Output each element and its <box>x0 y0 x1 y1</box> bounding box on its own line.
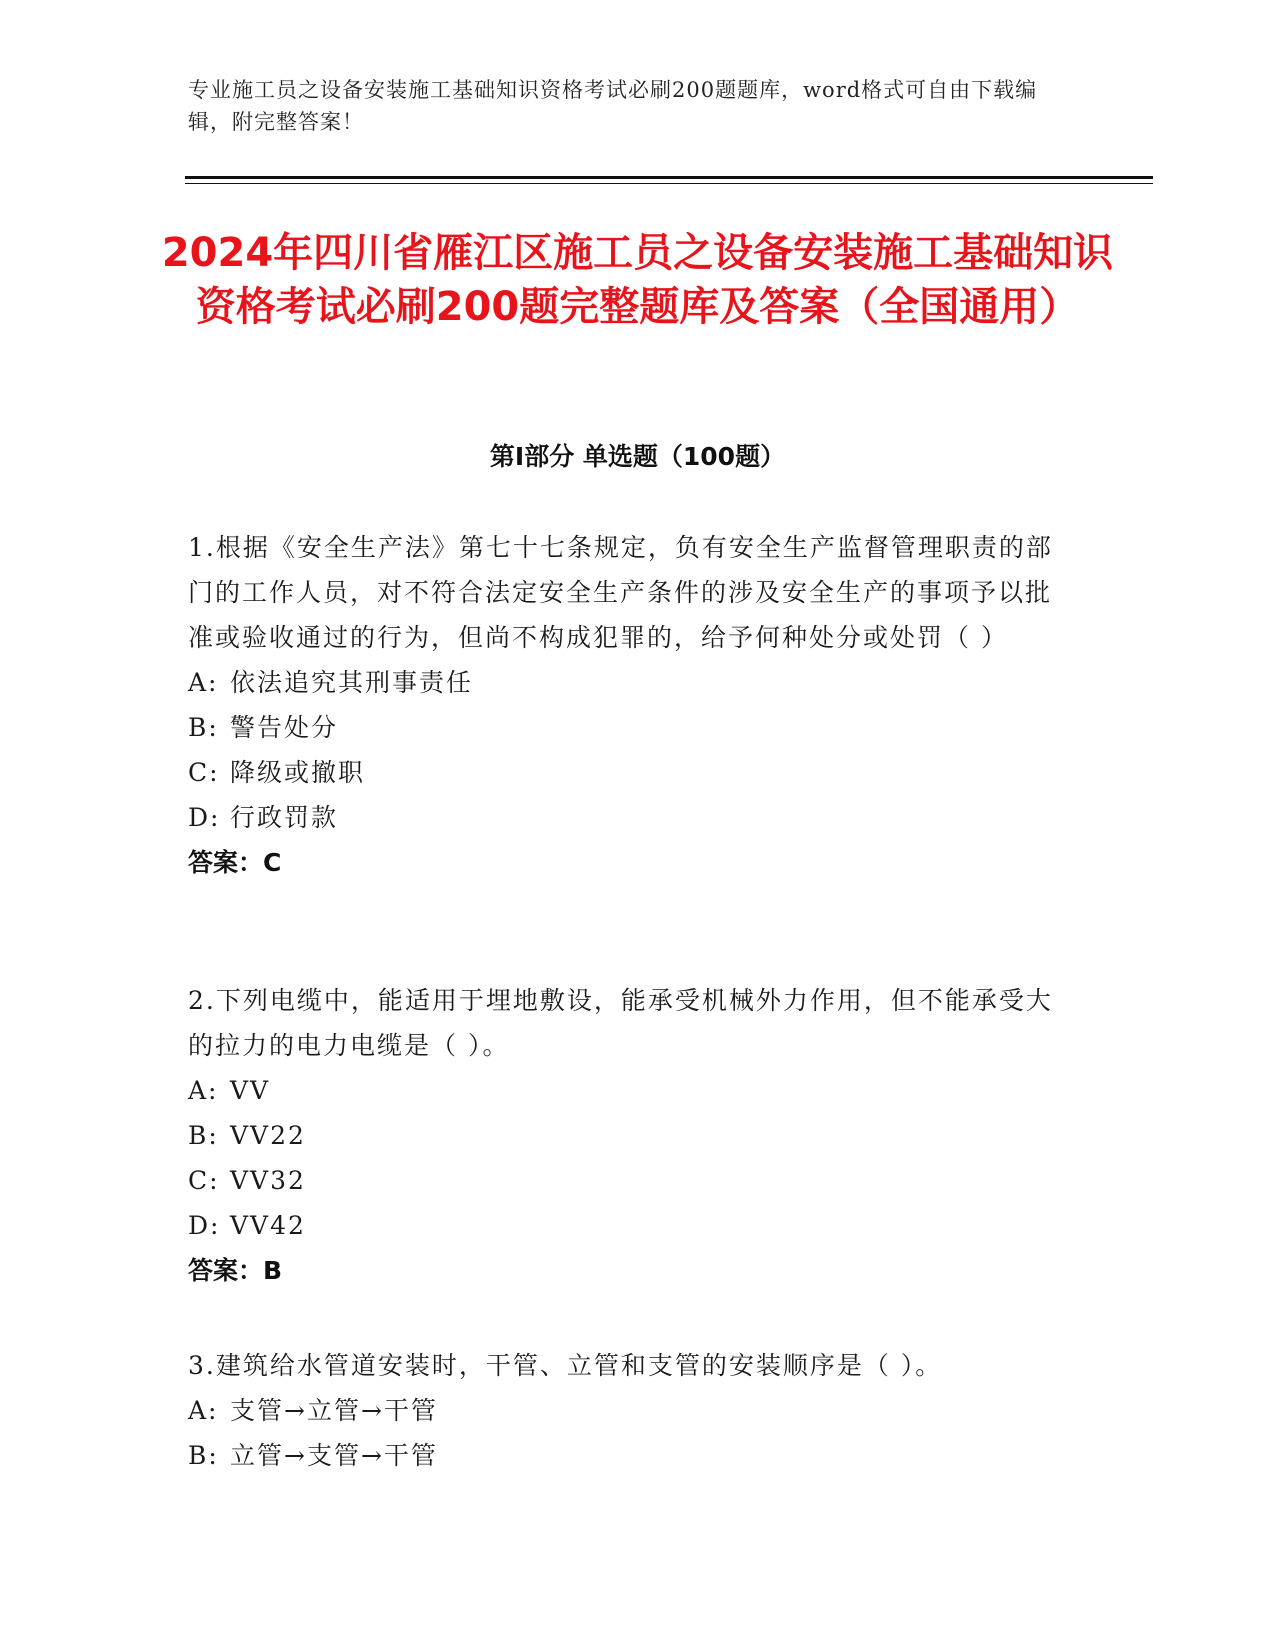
option-letter: C: <box>188 1166 220 1195</box>
option-text: VV22 <box>230 1121 306 1150</box>
option-a <box>188 1388 1068 1433</box>
option-letter: B: <box>188 1121 219 1150</box>
header-note: 专业施工员之设备安装施工基础知识资格考试必刷200题题库，word格式可自由下载编辑，附完整答案！ <box>188 78 1038 134</box>
option-d <box>188 795 1068 840</box>
option-b <box>188 1113 1068 1158</box>
option-a <box>188 660 1068 705</box>
option-d <box>188 1203 1068 1248</box>
document-title: 2024年四川省雁江区施工员之设备安装施工基础知识资格考试必刷200题完整题库及答案（全国通用） <box>161 230 1114 330</box>
answer: 答案：C <box>188 848 282 877</box>
option-letter: B: <box>188 713 219 742</box>
option-text: 行政罚款 <box>230 803 339 832</box>
header-divider-thin <box>185 183 1153 184</box>
option-letter: C: <box>188 758 220 787</box>
option-b <box>188 705 1068 750</box>
question-stem: 2.下列电缆中，能适用于埋地敷设，能承受机械外力作用，但不能承受大的拉力的电力电缆是（ ）。 <box>188 986 1053 1060</box>
answer: 答案：B <box>188 1256 283 1285</box>
option-a <box>188 1068 1068 1113</box>
option-text: 警告处分 <box>230 713 339 742</box>
option-letter: D: <box>188 1211 221 1240</box>
option-text: VV42 <box>230 1211 306 1240</box>
option-text: 支管→立管→干管 <box>230 1396 438 1425</box>
question-stem: 3.建筑给水管道安装时，干管、立管和支管的安装顺序是（ ）。 <box>188 1351 943 1380</box>
question-1 <box>188 525 1068 885</box>
question-3 <box>188 1343 1068 1478</box>
option-text: 立管→支管→干管 <box>230 1441 438 1470</box>
header-divider-thick <box>185 176 1153 179</box>
option-letter: D: <box>188 803 221 832</box>
option-text: 依法追究其刑事责任 <box>230 668 474 697</box>
option-b <box>188 1433 1068 1478</box>
option-c <box>188 1158 1068 1203</box>
option-letter: A: <box>188 668 219 697</box>
section-heading: 第Ⅰ部分 单选题（100题） <box>489 442 786 471</box>
option-letter: A: <box>188 1076 219 1105</box>
option-text: VV32 <box>230 1166 306 1195</box>
question-stem: 1.根据《安全生产法》第七十七条规定，负有安全生产监督管理职责的部门的工作人员，对不符合法定安全生产条件的涉及安全生产的事项予以批准或验收通过的行为，但尚不构成犯罪的，给予何种处分或处罚（ ） <box>188 533 1053 652</box>
option-letter: A: <box>188 1396 219 1425</box>
option-text: VV <box>230 1076 271 1105</box>
option-letter: B: <box>188 1441 219 1470</box>
option-c <box>188 750 1068 795</box>
option-text: 降级或撤职 <box>230 758 366 787</box>
question-2 <box>188 978 1068 1293</box>
